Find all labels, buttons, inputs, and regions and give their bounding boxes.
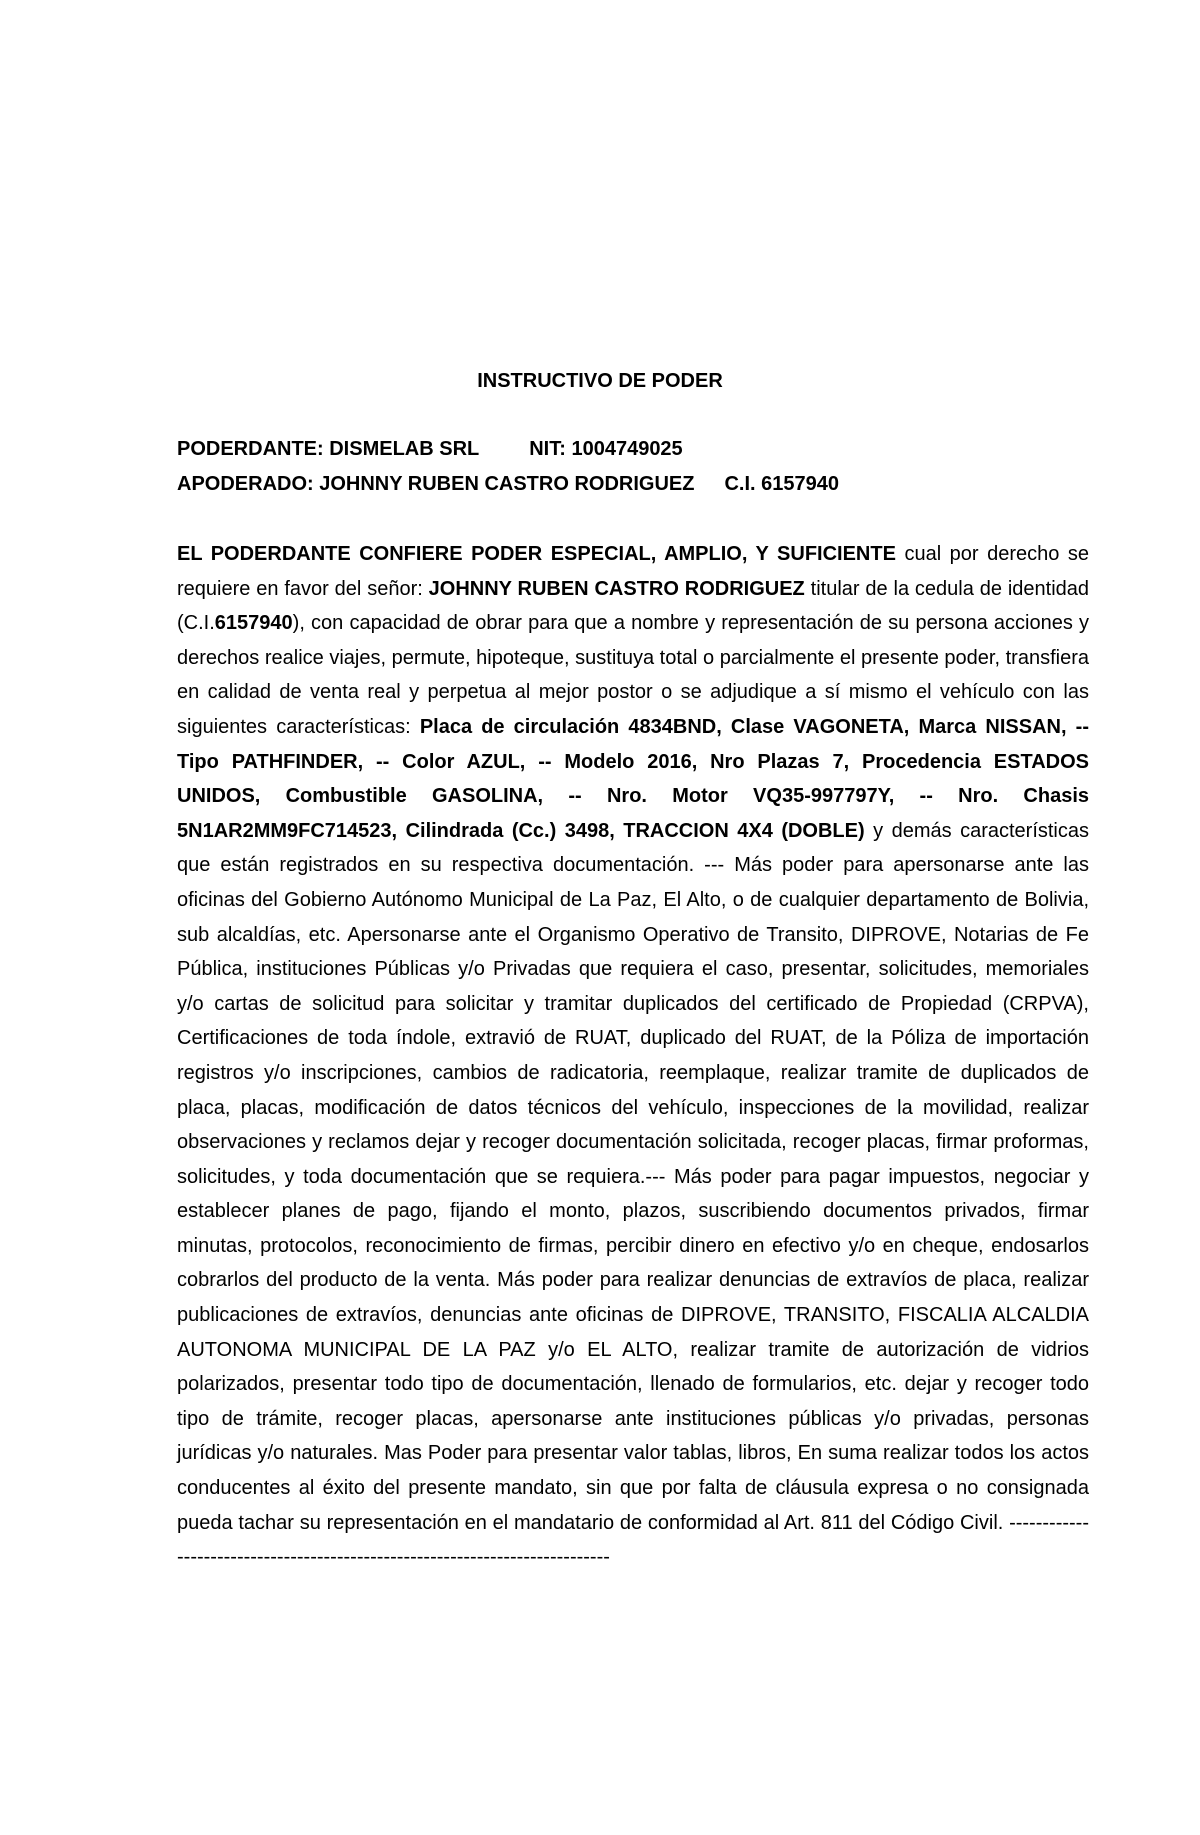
poderdante-line bbox=[177, 432, 683, 466]
attorney-name: JOHNNY RUBEN CASTRO RODRIGUEZ bbox=[428, 577, 805, 600]
body-segment: cual por derecho se requiere en favor del señor: bbox=[177, 543, 1089, 600]
apoderado-ci: C.I. 6157940 bbox=[724, 473, 839, 495]
vehicle-details: Placa de circulación 4834BND, Clase VAGONETA, Marca NISSAN, -- Tipo PATHFINDER, -- Color AZUL, -- Modelo 2016, Nro Plazas 7, Procedencia ESTADOS UNIDOS, Combustible GASOLINA, -- Nro. Motor VQ35-997797Y, -- Nro. Chasis 5N1AR2MM9FC714523, Cilindrada (Cc.) 3498, TRACCION 4X4 (DOBLE) bbox=[177, 715, 1089, 842]
attorney-ci-number: 6157940 bbox=[214, 612, 293, 635]
grant-statement: EL PODERDANTE CONFIERE PODER ESPECIAL, AMPLIO, Y SUFICIENTE bbox=[177, 543, 896, 565]
body-segment: y demás características que están registrados en su respectiva documentación. --- Más poder para apersonarse ante las oficinas del Gobierno Autónomo Municipal de La Paz, El Alto, o de cualquier departamento de Bolivia, sub alcaldías, etc. Apersonarse ante el Organismo Operativo de Transito, DIPROVE, Notarias de Fe Pública, instituciones Públicas y/o Privadas que requiera el caso, presentar, solicitudes, memoriales y/o cartas de solicitud para solicitar y tramitar duplicados del certificado de Propiedad (CRPVA), Certificaciones de toda índole, extravió de RUAT, duplicado del RUAT, de la Póliza de importación registros y/o inscripciones, cambios de radicatoria, reemplaque, realizar tramite de duplicados de placa, placas, modificación de datos técnicos del vehículo, inspecciones de la movilidad, realizar observaciones y reclamos dejar y recoger documentación solicitada, recoger placas, firmar proformas, solicitudes, y toda documentación que se requiera.--- Más poder para pagar impuestos, negociar y establecer planes de pago, fijando el monto, plazos, suscribiendo documentos privados, firmar minutas, protocolos, reconocimiento de firmas, percibir dinero en efectivo y/o en cheque, endosarlos cobrarlos del producto de la venta. Más poder para realizar denuncias de extravíos de placa, realizar publicaciones de extravíos, denuncias ante oficinas de DIPROVE, TRANSITO, FISCALIA ALCALDIA AUTONOMA MUNICIPAL DE LA PAZ y/o EL ALTO, realizar tramite de autorización de vidrios polarizados, presentar todo tipo de documentación, llenado de formularios, etc. dejar y recoger todo tipo de trámite, recoger placas, apersonarse ante instituciones públicas y/o privadas, personas jurídicas y/o naturales. Mas Poder para presentar valor tablas, libros, En suma realizar todos los actos conducentes al éxito del presente mandato, sin que por falta de cláusula expresa o no consignada pueda tachar su representación en el mandatario de conformidad al Art. 811 del Código Civil. ----------------------------------------------------------------------------- bbox=[177, 819, 1089, 1569]
body-segment: ), con capacidad de obrar para que a nombre y representación de su persona acciones y derechos realice viajes, permute, hipoteque, sustituya total o parcialmente el presente poder, transfiera en calidad de venta real y perpetua al mejor postor o se adjudique a sí mismo el vehículo con las siguientes características: bbox=[177, 612, 1089, 738]
poderdante-nit: NIT: 1004749025 bbox=[529, 438, 683, 460]
document-title: INSTRUCTIVO DE PODER bbox=[477, 370, 723, 392]
apoderado-line bbox=[177, 467, 839, 501]
body-segment: titular de la cedula de identidad (C.I. bbox=[177, 577, 1090, 635]
apoderado-label: APODERADO: JOHNNY RUBEN CASTRO RODRIGUEZ bbox=[177, 473, 695, 495]
power-of-attorney-body bbox=[177, 537, 1089, 1575]
poderdante-label: PODERDANTE: DISMELAB SRL bbox=[177, 438, 480, 460]
